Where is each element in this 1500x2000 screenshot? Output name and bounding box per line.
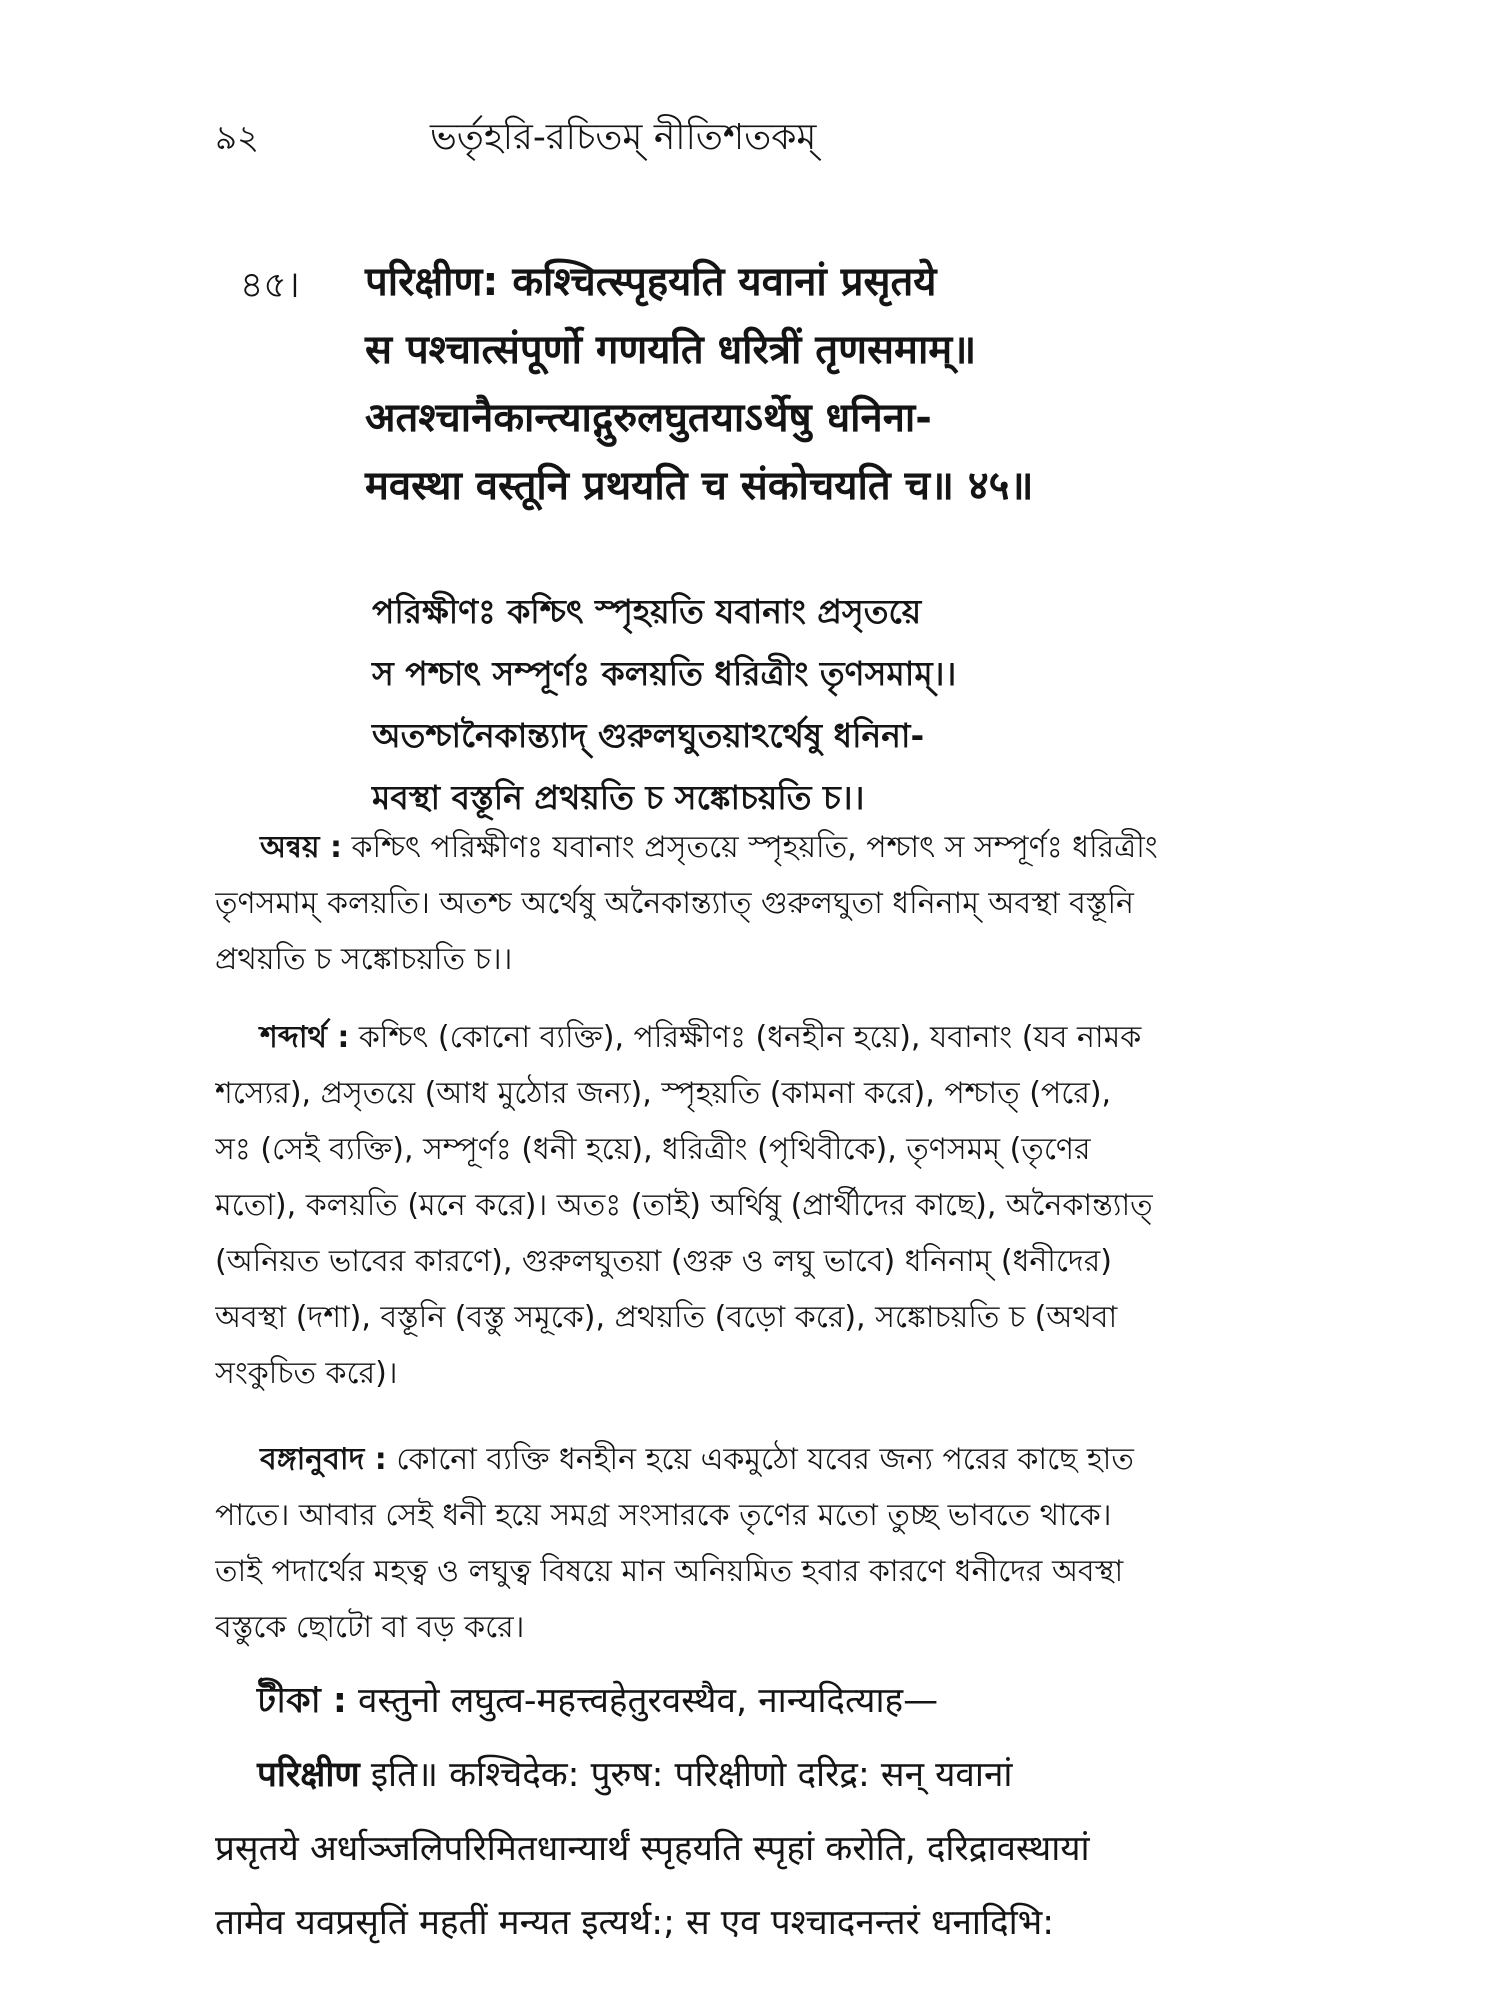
commentary-line: प्रसृतये अर्धाञ्जलिपरिमितधान्यार्थं स्पृहयति स्पृहां करोति, दरिद्रावस्थायां	[215, 1829, 1090, 1869]
transliteration-line: অতশ্চানৈকান্ত্যাদ্ গুরুলঘুতয়াঽর্থেষু ধনিনা-	[372, 716, 925, 755]
page-number: ৯২	[215, 118, 260, 158]
verse-line: स पश्चात्संपूर्णो गणयति धरित्रीं तृणसमाम्॥	[365, 327, 977, 373]
paragraph-line: বস্তুকে ছোটো বা বড় করে।	[215, 1610, 525, 1645]
tika-lead-word: परिक्षीण	[257, 1755, 360, 1795]
verse-number: ৪৫।	[240, 265, 300, 306]
paragraph-line: তৃণসমাম্ কলয়তি। অতশ্চ অর্থেষু অনৈকান্ত্যাত্ গুরুলঘুতা ধনিনাম্ অবস্থা বস্তূনি	[215, 886, 1134, 921]
paragraph-line: (অনিয়ত ভাবের কারণে), গুরুলঘুতয়া (গুরু ও লঘু ভাবে) ধনিনাম্ (ধনীদের)	[215, 1244, 1112, 1279]
shabdartha-label: শব্দার্থ :	[260, 1020, 350, 1055]
paragraph-line: প্রথয়তি চ সঙ্কোচয়তি চ।।	[215, 942, 513, 977]
commentary-line: इति॥ कश्चिदेक: पुरुष: परिक्षीणो दरिद्र: सन् यवानां	[359, 1755, 1013, 1795]
shabdartha-section	[215, 1010, 1300, 1402]
sanskrit-verse	[365, 252, 1265, 524]
commentary-line: वस्तुनो लघुत्व-महत्त्वहेतुरवस्थैव, नान्यदित्याह—	[346, 1681, 939, 1721]
transliteration-line: স পশ্চাৎ সম্পূর্ণঃ কলয়তি ধরিত্রীং তৃণসমাম্।।	[372, 654, 957, 693]
paragraph-line: অবস্থা (দশা), বস্তূনি (বস্তু সমূকে), প্রথয়তি (বড়ো করে), সঙ্কোচয়তি চ (অথবা	[215, 1300, 1118, 1335]
anvaya-section	[215, 820, 1300, 988]
paragraph-line: শস্যের), প্রসৃতয়ে (আধ মুঠোর জন্য), স্পৃহয়তি (কামনা করে), পশ্চাত্ (পরে),	[215, 1076, 1112, 1111]
paragraph-line: কোনো ব্যক্তি ধনহীন হয়ে একমুঠো যবের জন্য পরের কাছে হাত	[386, 1442, 1134, 1477]
paragraph-line: তাই পদার্থের মহত্ব ও লঘুত্ব বিষয়ে মান অনিয়মিত হবার কারণে ধনীদের অবস্থা	[215, 1554, 1124, 1589]
tika-section	[215, 1664, 1300, 1960]
transliteration-line: পরিক্ষীণঃ কশ্চিৎ স্পৃহয়তি যবানাং প্রসৃতয়ে	[372, 592, 922, 631]
paragraph-line: কশ্চিৎ পরিক্ষীণঃ যবানাং প্রসৃতয়ে স্পৃহয়তি, পশ্চাৎ স সম্পূর্ণঃ ধরিত্রীং	[342, 830, 1158, 865]
anvaya-label: অন্বয় :	[260, 830, 343, 865]
paragraph-line: কশ্চিৎ (কোনো ব্যক্তি), পরিক্ষীণঃ (ধনহীন হয়ে), যবানাং (যব নামক	[349, 1020, 1142, 1055]
verse-line: परिक्षीण: कश्चित्स्पृहयति यवानां प्रसृतये	[365, 259, 937, 305]
paragraph-line: পাতে। আবার সেই ধনী হয়ে সমগ্র সংসারকে তৃণের মতো তুচ্ছ ভাবতে থাকে।	[215, 1498, 1112, 1533]
verse-line: अतश्चानैकान्त्याद्गुरुलघुतयाऽर्थेषु धनिना-	[365, 395, 932, 441]
bengali-transliteration	[372, 584, 1272, 832]
verse-line: मवस्था वस्तूनि प्रथयति च संकोचयति च॥ ४५॥	[365, 463, 1034, 509]
commentary-line: तामेव यवप्रसृतिं महतीं मन्यत इत्यर्थ:; स एव पश्चादनन्तरं धनादिभि:	[215, 1903, 1055, 1943]
paragraph-line: সংকুচিত করে)।	[215, 1356, 398, 1391]
banganuvad-label: বঙ্গানুবাদ :	[260, 1442, 387, 1477]
banganuvad-section	[215, 1432, 1300, 1656]
paragraph-line: মতো), কলয়তি (মনে করে)। অতঃ (তাই) অর্থিষু (প্রার্থীদের কাছে), অনৈকান্ত্যাত্	[215, 1188, 1153, 1223]
running-title: ভর্তৃহরি-রচিতম্ নীতিশতকম্	[430, 117, 817, 158]
transliteration-line: মবস্থা বস্তূনি প্রথয়তি চ সঙ্কোচয়তি চ।।	[372, 778, 865, 817]
paragraph-line: সঃ (সেই ব্যক্তি), সম্পূর্ণঃ (ধনী হয়ে), ধরিত্রীং (পৃথিবীকে), তৃণসমম্ (তৃণের	[215, 1132, 1091, 1167]
tika-label: টীকা :	[257, 1681, 347, 1721]
